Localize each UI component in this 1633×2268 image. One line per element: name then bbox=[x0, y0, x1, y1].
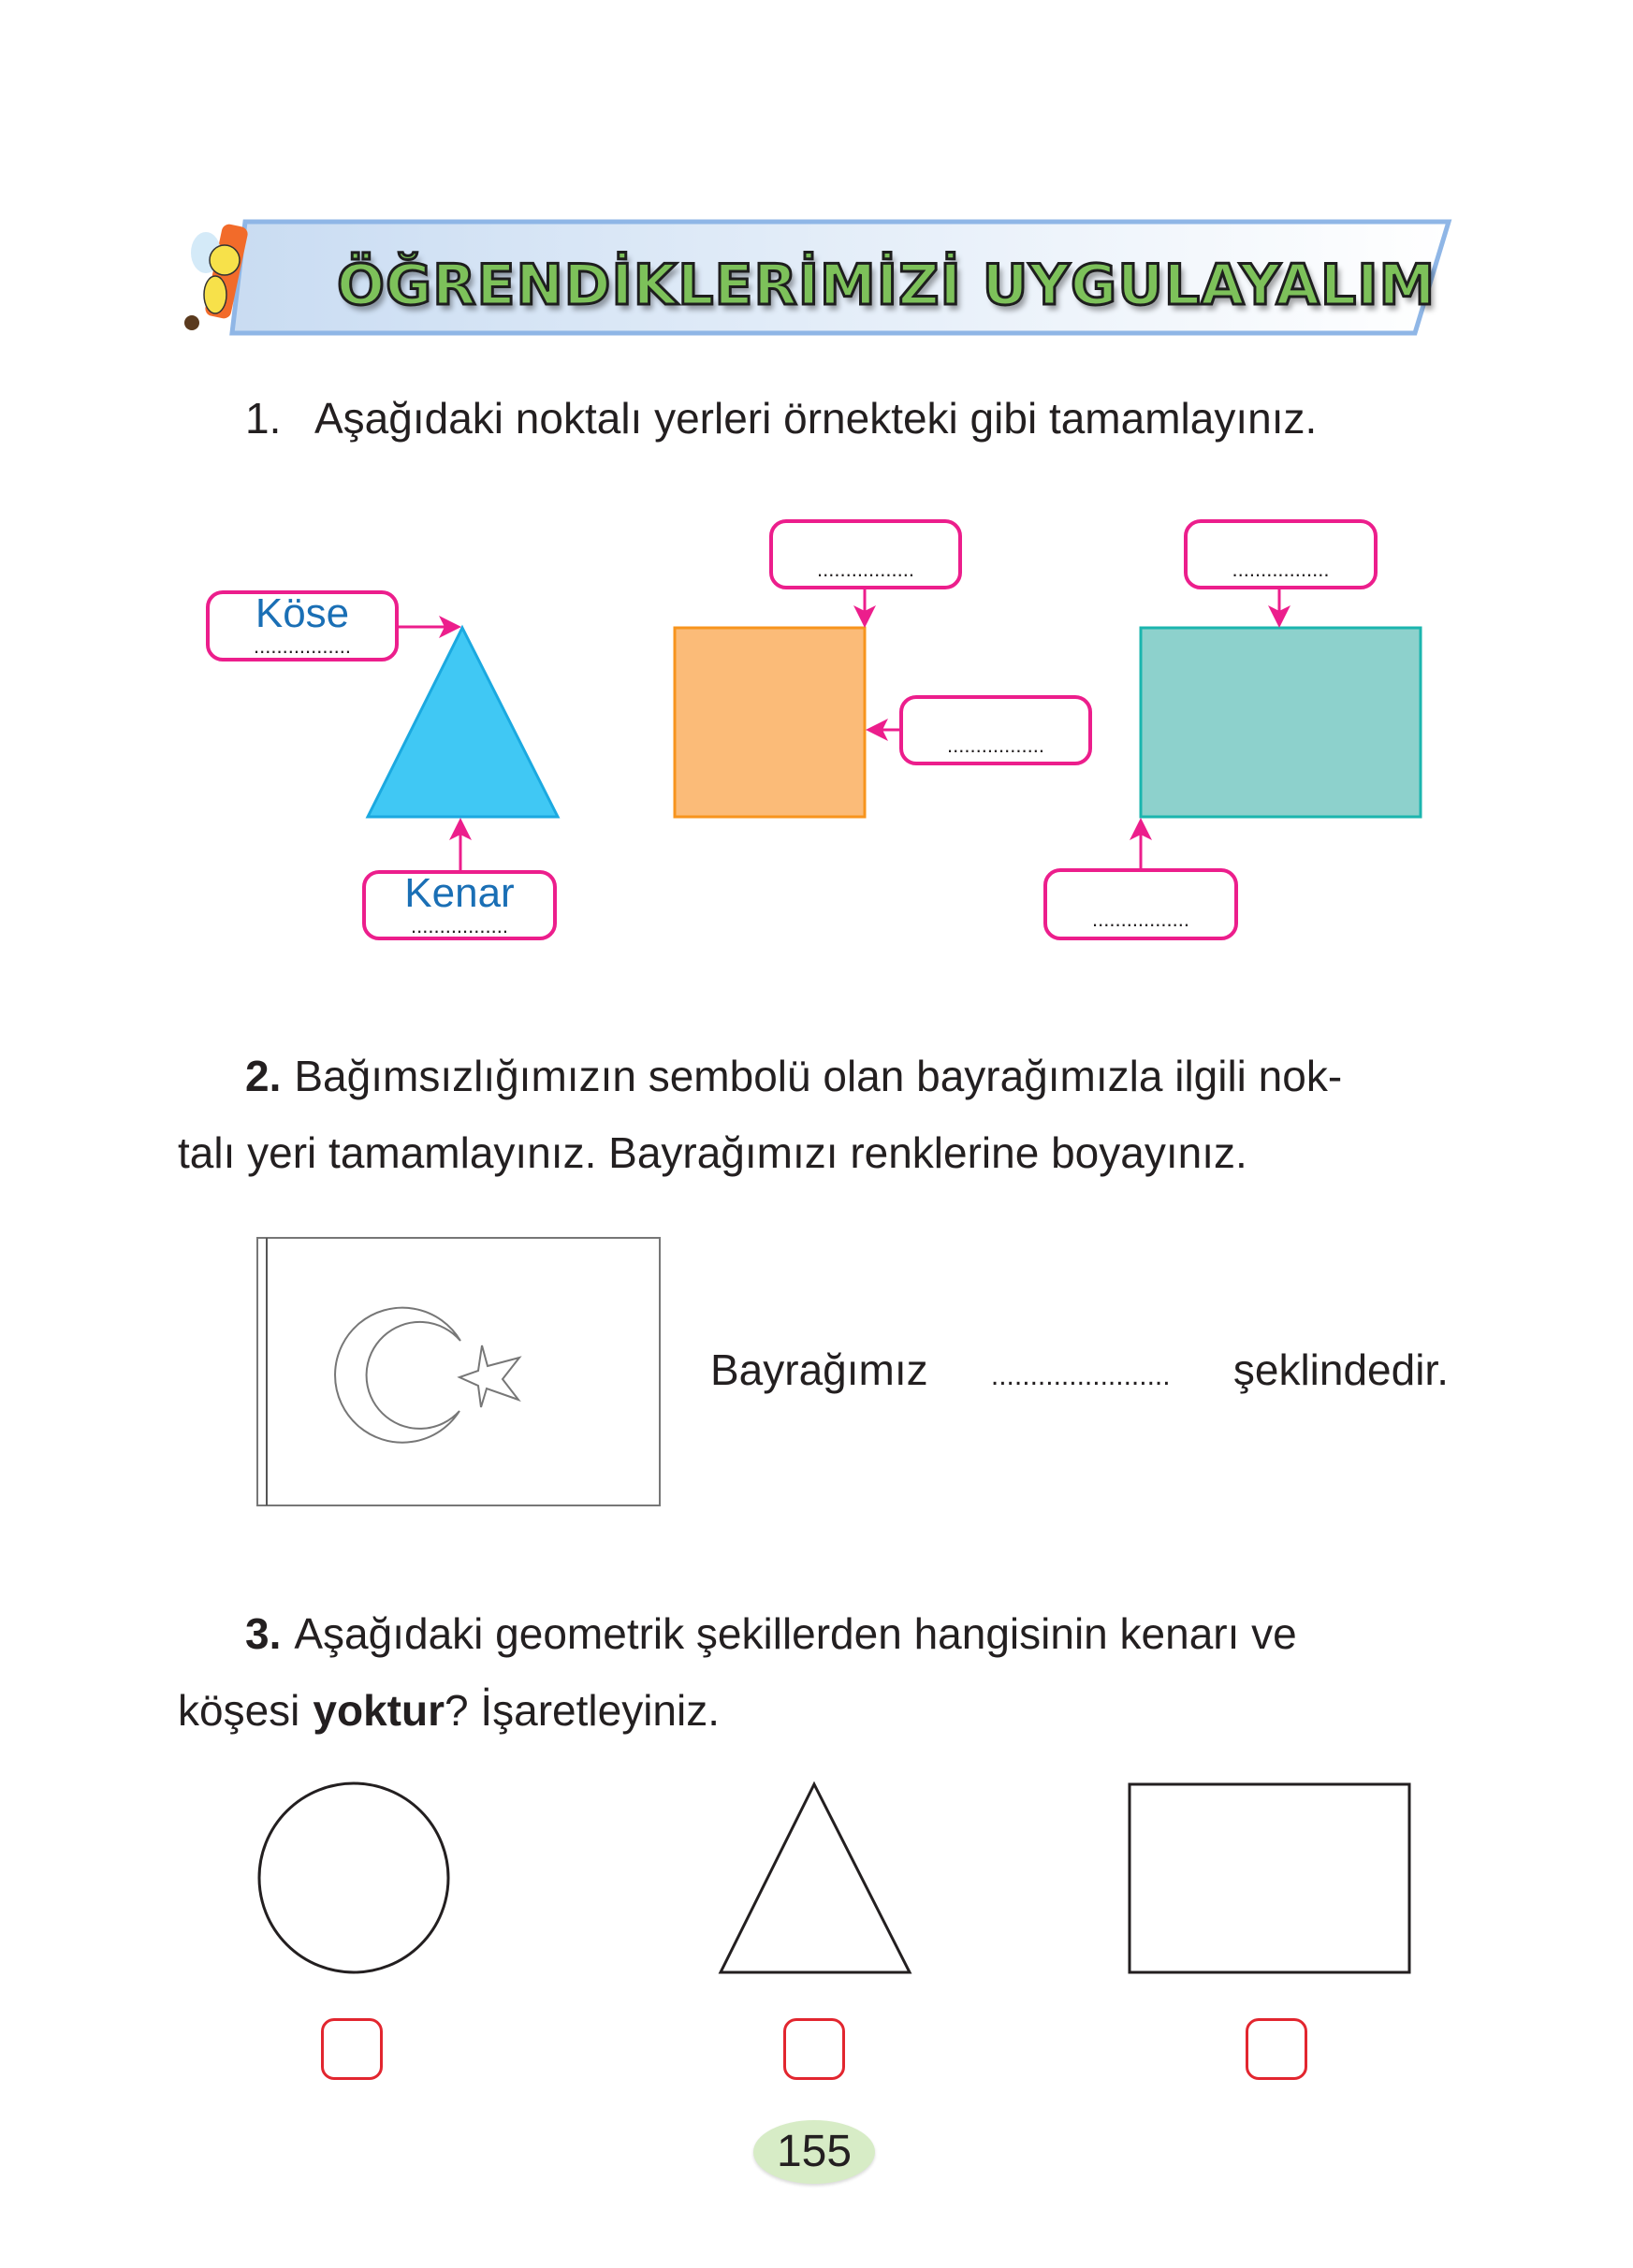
question-3-line-2 bbox=[178, 1682, 1449, 1738]
rect-top-blank[interactable]: ................. bbox=[1232, 558, 1330, 581]
corner-example-label: Köse bbox=[255, 590, 350, 636]
crescent-outline bbox=[335, 1308, 460, 1443]
square-top-blank[interactable]: ................. bbox=[817, 558, 914, 581]
question-2-number: 2. bbox=[245, 1052, 282, 1100]
flag-sentence-start: Bayrağımız bbox=[710, 1345, 928, 1394]
checkbox-rectangle[interactable] bbox=[1246, 2018, 1307, 2080]
flag-sentence-end: şeklindedir. bbox=[1232, 1345, 1449, 1394]
flag-sentence-blank[interactable]: ....................... bbox=[990, 1360, 1171, 1391]
square-shape bbox=[675, 628, 865, 817]
square-side-blank[interactable]: ................. bbox=[947, 734, 1044, 757]
question-3-text-2-start: köşesi bbox=[178, 1686, 300, 1735]
option-circle bbox=[259, 1783, 448, 1972]
page-title: ÖĞRENDİKLERİMİZİ UYGULAYALIM bbox=[337, 253, 1436, 318]
turkish-flag-outline bbox=[257, 1238, 660, 1505]
rectangle-shape bbox=[1141, 628, 1421, 817]
checkbox-triangle[interactable] bbox=[783, 2018, 845, 2080]
corner-example-dots: ................. bbox=[254, 634, 351, 658]
edge-example-label: Kenar bbox=[404, 870, 515, 916]
page-number: 155 bbox=[753, 2120, 875, 2184]
question-3-emphasis: yoktur bbox=[313, 1686, 445, 1735]
star-outline bbox=[459, 1345, 519, 1407]
question-2-line-1 bbox=[245, 1048, 1449, 1104]
question-2-text-1: Bağımsızlığımızın sembolü olan bayrağımızla ilgili nok- bbox=[294, 1052, 1343, 1100]
rect-bottom-blank[interactable]: ................. bbox=[1092, 908, 1189, 931]
question-3-text-2-end: ? İşaretleyiniz. bbox=[444, 1686, 720, 1735]
flag-sentence bbox=[710, 1344, 1449, 1403]
question-1-number: 1. bbox=[245, 394, 282, 443]
option-triangle bbox=[721, 1784, 910, 1972]
question-1-text: Aşağıdaki noktalı yerleri örnekteki gibi tamamlayınız. bbox=[314, 394, 1318, 443]
edge-example-dots: ................. bbox=[411, 914, 508, 938]
question-3-number: 3. bbox=[245, 1609, 282, 1658]
question-2-line-2: talı yeri tamamlayınız. Bayrağımızı renklerine boyayınız. bbox=[178, 1128, 1247, 1177]
question-3-line-1 bbox=[245, 1606, 1449, 1662]
question-3-text-1: Aşağıdaki geometrik şekillerden hangisinin kenarı ve bbox=[294, 1609, 1297, 1658]
checkbox-circle[interactable] bbox=[321, 2018, 383, 2080]
option-rectangle bbox=[1130, 1784, 1409, 1972]
